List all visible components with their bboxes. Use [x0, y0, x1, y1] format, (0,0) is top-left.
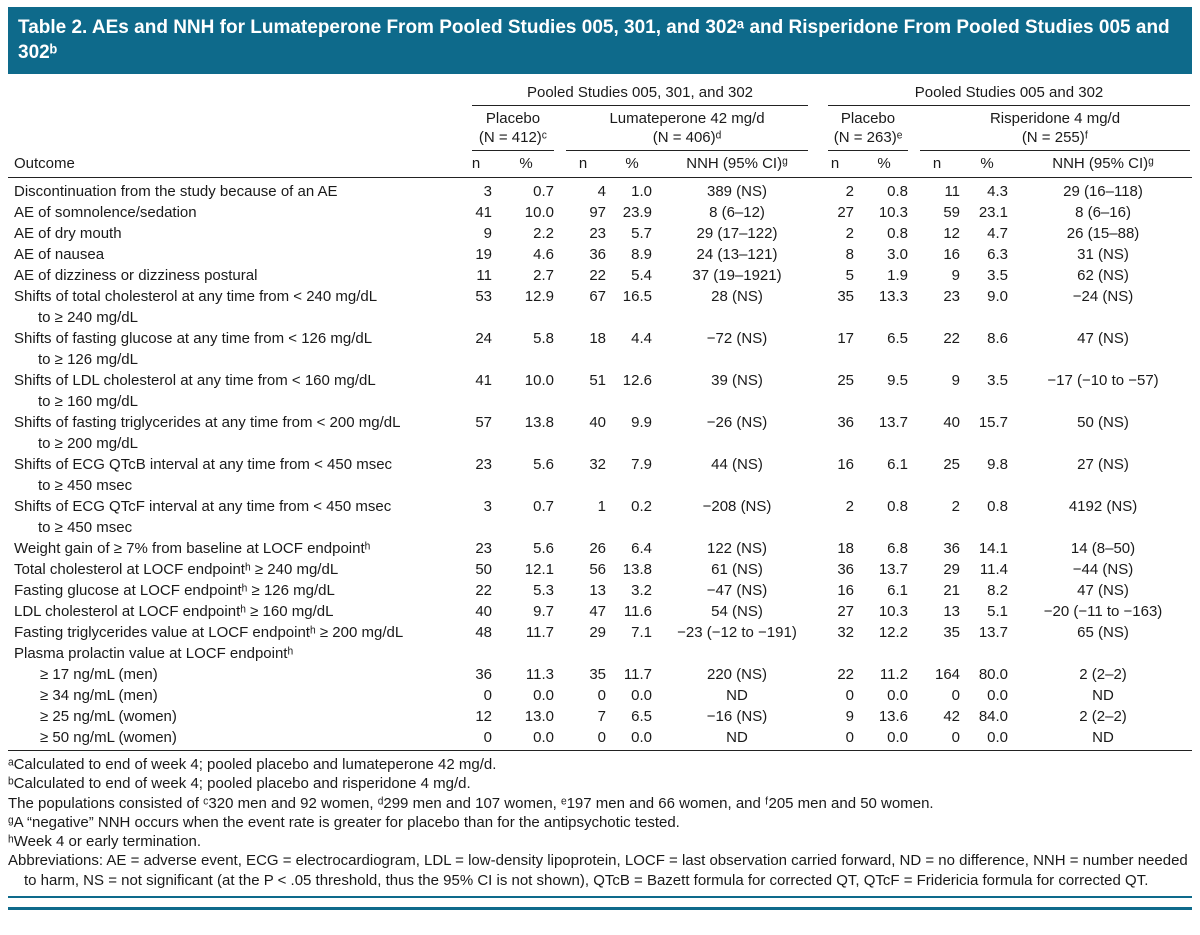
table-row	[8, 727, 1192, 748]
outcome-cell: AE of dizziness or dizziness postural	[14, 267, 258, 284]
arm-header-row	[8, 106, 1192, 151]
column-header-pct: %	[612, 151, 658, 178]
value-cell: 0.7	[533, 183, 554, 200]
nnh-cell: 47 (NS)	[1077, 582, 1129, 599]
value-cell: 27	[837, 603, 855, 620]
value-cell: 19	[475, 246, 492, 263]
outcome-cell: Shifts of ECG QTcB interval at any time from < 450 msec to ≥ 450 msec	[14, 456, 393, 494]
value-cell: 16.5	[622, 288, 652, 305]
nnh-cell: −44 (NS)	[1072, 561, 1134, 578]
outcome-cell: AE of nausea	[14, 246, 105, 263]
table-title-bar	[8, 7, 1192, 74]
value-cell: 2	[951, 498, 961, 515]
value-cell: 6.4	[631, 540, 652, 557]
value-cell: 1.9	[887, 267, 909, 284]
value-cell: 0	[951, 729, 961, 746]
table-row	[8, 706, 1192, 727]
value-cell: 13.3	[878, 288, 909, 305]
column-header-pct: %	[860, 151, 914, 178]
nnh-cell: ND	[1092, 729, 1114, 746]
value-cell: 23.1	[978, 204, 1009, 221]
value-cell: 6.1	[887, 456, 909, 473]
outcome-cell: Shifts of fasting glucose at any time from < 126 mg/dL to ≥ 126 mg/dL	[14, 330, 373, 368]
value-cell: 13.8	[524, 414, 554, 431]
outcome-cell: Shifts of ECG QTcF interval at any time from < 450 msec to ≥ 450 msec	[14, 498, 392, 536]
bottom-rule-thin	[8, 896, 1192, 898]
value-cell: 4.6	[533, 246, 554, 263]
value-cell: 8	[845, 246, 855, 263]
footnote: The populations consisted of ᶜ320 men and 92 women, ᵈ299 men and 107 women, ᵉ197 men and 66 women, and ᶠ205 men and 50 women.	[8, 794, 934, 812]
value-cell: 0.0	[533, 687, 554, 704]
group-header-pooled-005-301-302	[460, 81, 816, 106]
value-cell: 22	[837, 666, 855, 683]
value-cell: 5.7	[631, 225, 652, 242]
arm-n: (N = 406)ᵈ	[652, 129, 722, 146]
value-cell: 10.3	[878, 603, 909, 620]
column-header-n: n	[816, 151, 860, 178]
value-cell: 56	[589, 561, 606, 578]
value-cell: 35	[837, 288, 855, 305]
value-cell: 7	[597, 708, 606, 725]
footnotes	[8, 750, 1192, 890]
value-cell: 51	[589, 372, 606, 389]
outcome-cell: Shifts of LDL cholesterol at any time from < 160 mg/dL to ≥ 160 mg/dL	[14, 372, 376, 410]
outcome-cell: Total cholesterol at LOCF endpointʰ ≥ 240 mg/dL	[14, 561, 339, 578]
value-cell: 3	[483, 498, 492, 515]
value-cell: 0.2	[631, 498, 652, 515]
value-cell: 13.8	[622, 561, 652, 578]
value-cell: 12.1	[524, 561, 554, 578]
value-cell: 67	[589, 288, 606, 305]
value-cell: 5.4	[631, 267, 652, 284]
nnh-cell: −47 (NS)	[706, 582, 768, 599]
outcome-cell: Shifts of fasting triglycerides at any time from < 200 mg/dL to ≥ 200 mg/dL	[14, 414, 401, 452]
value-cell: 40	[589, 414, 606, 431]
value-cell: 0	[845, 729, 855, 746]
value-cell: 21	[943, 582, 961, 599]
value-cell: 4	[597, 183, 606, 200]
value-cell: 15.7	[978, 414, 1009, 431]
group-header-pooled-005-302	[816, 81, 1192, 106]
table-title: Table 2. AEs and NNH for Lumateperone From Pooled Studies 005, 301, and 302ᵃ and Risperidone From Pooled Studies 005 and 302ᵇ	[18, 17, 1170, 63]
value-cell: 50	[475, 561, 492, 578]
table-row	[8, 496, 1192, 538]
nnh-cell: 2 (2–2)	[1079, 666, 1127, 683]
nnh-cell: 389 (NS)	[706, 183, 768, 200]
value-cell: 11.3	[525, 666, 554, 683]
value-cell: 3.2	[631, 582, 652, 599]
value-cell: 57	[475, 414, 492, 431]
table-row	[8, 286, 1192, 328]
value-cell: 9	[951, 267, 961, 284]
value-cell: 9	[951, 372, 961, 389]
value-cell: 10.0	[524, 204, 554, 221]
value-cell: 3	[483, 183, 492, 200]
column-header-pct: %	[498, 151, 560, 178]
value-cell: 1	[597, 498, 606, 515]
value-cell: 29	[943, 561, 961, 578]
nnh-cell: 65 (NS)	[1077, 624, 1129, 641]
value-cell: 13.7	[978, 624, 1009, 641]
value-cell: 29	[589, 624, 606, 641]
value-cell: 36	[837, 561, 855, 578]
column-header-nnh: NNH (95% CI)ᵍ	[658, 151, 816, 178]
value-cell: 36	[837, 414, 855, 431]
value-cell: 32	[589, 456, 606, 473]
value-cell: 40	[475, 603, 492, 620]
outcome-cell: Discontinuation from the study because of an AE	[14, 183, 338, 200]
arm-name: Risperidone 4 mg/d	[989, 110, 1121, 127]
value-cell: 0	[483, 729, 492, 746]
arm-n: (N = 255)ᶠ	[1021, 129, 1089, 146]
value-cell: 5	[845, 267, 855, 284]
value-cell: 9.5	[887, 372, 909, 389]
outcome-cell: Fasting glucose at LOCF endpointʰ ≥ 126 mg/dL	[14, 582, 335, 599]
outcome-cell: LDL cholesterol at LOCF endpointʰ ≥ 160 mg/dL	[14, 603, 334, 620]
table-row	[8, 202, 1192, 223]
nnh-cell: 62 (NS)	[1077, 267, 1129, 284]
value-cell: 9.0	[987, 288, 1009, 305]
value-cell: 35	[943, 624, 961, 641]
value-cell: 11.4	[979, 561, 1009, 578]
nnh-cell: −208 (NS)	[702, 498, 772, 515]
column-header-nnh: NNH (95% CI)ᵍ	[1014, 151, 1192, 178]
footnote: ᵃCalculated to end of week 4; pooled placebo and lumateperone 42 mg/d.	[8, 756, 497, 773]
value-cell: 6.1	[887, 582, 909, 599]
nnh-cell: 54 (NS)	[711, 603, 763, 620]
nnh-cell: 8 (6–16)	[1075, 204, 1131, 221]
nnh-cell: 44 (NS)	[711, 456, 763, 473]
value-cell: 8.6	[987, 330, 1009, 347]
value-cell: 1.0	[631, 183, 652, 200]
outcome-cell: AE of somnolence/sedation	[14, 204, 197, 221]
value-cell: 59	[943, 204, 961, 221]
value-cell: 36	[589, 246, 606, 263]
column-header-n: n	[914, 151, 966, 178]
value-cell: 25	[837, 372, 855, 389]
table-row	[8, 685, 1192, 706]
nnh-cell: 29 (17–122)	[696, 225, 778, 242]
value-cell: 9.7	[533, 603, 554, 620]
value-cell: 53	[475, 288, 492, 305]
column-header-pct: %	[966, 151, 1014, 178]
nnh-cell: 39 (NS)	[711, 372, 763, 389]
nnh-cell: −23 (−12 to −191)	[677, 624, 797, 641]
value-cell: 6.3	[987, 246, 1009, 263]
value-cell: 0	[597, 687, 606, 704]
nnh-cell: 37 (19–1921)	[692, 267, 782, 284]
nnh-cell: ND	[726, 687, 748, 704]
value-cell: 23	[943, 288, 961, 305]
value-cell: 25	[943, 456, 961, 473]
nnh-cell: 31 (NS)	[1077, 246, 1129, 263]
value-cell: 42	[943, 708, 961, 725]
value-cell: 41	[475, 204, 492, 221]
outcome-cell: AE of dry mouth	[14, 225, 122, 242]
arm-n: (N = 412)ᶜ	[478, 129, 548, 146]
nnh-cell: 26 (15–88)	[1066, 225, 1140, 242]
empty-cell	[460, 643, 1192, 664]
nnh-cell: 122 (NS)	[706, 540, 768, 557]
value-cell: 23	[589, 225, 606, 242]
value-cell: 40	[943, 414, 961, 431]
arm-name: Lumateperone 42 mg/d	[609, 110, 765, 127]
value-cell: 2.7	[533, 267, 554, 284]
value-cell: 2	[845, 225, 855, 242]
value-cell: 9.9	[631, 414, 652, 431]
column-header-outcome: Outcome	[8, 151, 460, 178]
table-row	[8, 601, 1192, 622]
value-cell: 4.3	[987, 183, 1009, 200]
value-cell: 11.2	[879, 666, 909, 683]
value-cell: 80.0	[978, 666, 1009, 683]
nnh-cell: 28 (NS)	[711, 288, 763, 305]
value-cell: 0.0	[887, 687, 909, 704]
table-head	[8, 81, 1192, 178]
value-cell: 11.7	[623, 666, 652, 683]
value-cell: 2.2	[533, 225, 554, 242]
value-cell: 41	[475, 372, 492, 389]
nnh-cell: 50 (NS)	[1077, 414, 1129, 431]
value-cell: 22	[475, 582, 492, 599]
value-cell: 12.9	[524, 288, 554, 305]
value-cell: 36	[943, 540, 961, 557]
value-cell: 0.0	[887, 729, 909, 746]
value-cell: 12.6	[622, 372, 652, 389]
spacer-cell	[8, 81, 460, 106]
value-cell: 17	[837, 330, 855, 347]
nnh-cell: ND	[1092, 687, 1114, 704]
aes-nnh-table	[8, 81, 1192, 748]
value-cell: 6.8	[887, 540, 909, 557]
value-cell: 0.8	[987, 498, 1009, 515]
value-cell: 0.8	[887, 183, 909, 200]
value-cell: 11	[476, 267, 492, 284]
nnh-cell: −20 (−11 to −163)	[1043, 603, 1163, 620]
arm-n: (N = 263)ᵉ	[833, 129, 903, 146]
value-cell: 35	[589, 666, 606, 683]
table-row	[8, 664, 1192, 685]
table-row	[8, 538, 1192, 559]
value-cell: 12	[475, 708, 492, 725]
nnh-cell: 24 (13–121)	[696, 246, 778, 263]
arm-header-placebo-412	[460, 106, 560, 151]
nnh-cell: −16 (NS)	[706, 708, 768, 725]
value-cell: 22	[589, 267, 606, 284]
value-cell: 2	[845, 498, 855, 515]
value-cell: 22	[943, 330, 961, 347]
group-header-row	[8, 81, 1192, 106]
value-cell: 24	[475, 330, 492, 347]
column-header-n: n	[560, 151, 612, 178]
footnote: Abbreviations: AE = adverse event, ECG = electrocardiogram, LDL = low-density lipoprotein, LOCF = last observation carried forward, ND = no difference, NNH = number needed to harm, NS = not significant (at the P < .05 threshold, thus the 95% CI is not shown), QTcB = Bazett formula for corrected QT, QTcF = Fridericia formula for corrected QT.	[8, 852, 1188, 889]
value-cell: 13.7	[878, 561, 909, 578]
column-header-row	[8, 151, 1192, 178]
nnh-cell: 2 (2–2)	[1079, 708, 1127, 725]
footnote: ʰWeek 4 or early termination.	[8, 833, 202, 851]
table-row	[8, 370, 1192, 412]
value-cell: 0.8	[887, 225, 909, 242]
value-cell: 13	[589, 582, 606, 599]
value-cell: 18	[589, 330, 606, 347]
value-cell: 4.7	[987, 225, 1009, 242]
spacer-cell	[8, 106, 460, 151]
value-cell: 9	[483, 225, 492, 242]
value-cell: 12.2	[878, 624, 909, 641]
value-cell: 13.0	[524, 708, 554, 725]
value-cell: 164	[934, 666, 961, 683]
value-cell: 0.0	[987, 729, 1009, 746]
value-cell: 36	[475, 666, 492, 683]
value-cell: 0.0	[631, 687, 652, 704]
table-row	[8, 265, 1192, 286]
value-cell: 8.2	[987, 582, 1009, 599]
outcome-cell: Plasma prolactin value at LOCF endpointʰ	[14, 645, 294, 662]
table-row	[8, 559, 1192, 580]
value-cell: 48	[475, 624, 492, 641]
value-cell: 13	[943, 603, 961, 620]
value-cell: 7.1	[631, 624, 652, 641]
table-row	[8, 412, 1192, 454]
value-cell: 0.0	[533, 729, 554, 746]
table-row	[8, 244, 1192, 265]
value-cell: 26	[589, 540, 606, 557]
value-cell: 0	[951, 687, 961, 704]
value-cell: 27	[837, 204, 855, 221]
table-row	[8, 454, 1192, 496]
nnh-cell: −72 (NS)	[706, 330, 768, 347]
value-cell: 6.5	[887, 330, 909, 347]
value-cell: 11.6	[623, 603, 652, 620]
value-cell: 18	[837, 540, 855, 557]
value-cell: 9.8	[987, 456, 1009, 473]
nnh-cell: ND	[726, 729, 748, 746]
value-cell: 6.5	[631, 708, 652, 725]
value-cell: 0.7	[533, 498, 554, 515]
value-cell: 13.6	[878, 708, 909, 725]
nnh-cell: 29 (16–118)	[1063, 183, 1143, 200]
outcome-cell: ≥ 25 ng/mL (women)	[40, 708, 177, 725]
value-cell: 32	[837, 624, 855, 641]
value-cell: 0.0	[631, 729, 652, 746]
nnh-cell: −24 (NS)	[1072, 288, 1134, 305]
outcome-cell: Shifts of total cholesterol at any time from < 240 mg/dL to ≥ 240 mg/dL	[14, 288, 378, 326]
nnh-cell: 47 (NS)	[1077, 330, 1129, 347]
value-cell: 0	[597, 729, 606, 746]
value-cell: 16	[837, 456, 855, 473]
section-row	[8, 643, 1192, 664]
nnh-cell: 61 (NS)	[711, 561, 763, 578]
arm-name: Placebo	[485, 110, 541, 127]
value-cell: 12	[943, 225, 961, 242]
arm-header-placebo-263	[816, 106, 914, 151]
value-cell: 0	[483, 687, 492, 704]
value-cell: 5.6	[533, 456, 554, 473]
value-cell: 23	[475, 456, 492, 473]
group-header-label: Pooled Studies 005 and 302	[828, 81, 1190, 106]
value-cell: 5.8	[533, 330, 554, 347]
nnh-cell: 8 (6–12)	[709, 204, 765, 221]
value-cell: 0.8	[887, 498, 909, 515]
value-cell: 47	[589, 603, 606, 620]
arm-header-lumateperone	[560, 106, 816, 151]
value-cell: 9	[845, 708, 855, 725]
value-cell: 10.0	[524, 372, 554, 389]
nnh-cell: −26 (NS)	[706, 414, 768, 431]
footnote: ᵇCalculated to end of week 4; pooled placebo and risperidone 4 mg/d.	[8, 775, 471, 793]
table-row	[8, 223, 1192, 244]
value-cell: 16	[943, 246, 961, 263]
outcome-cell: ≥ 17 ng/mL (men)	[40, 666, 158, 683]
value-cell: 0.0	[987, 687, 1009, 704]
table-row	[8, 622, 1192, 643]
value-cell: 4.4	[631, 330, 652, 347]
value-cell: 0	[845, 687, 855, 704]
outcome-cell: Weight gain of ≥ 7% from baseline at LOCF endpointʰ	[14, 540, 371, 557]
outcome-cell: ≥ 50 ng/mL (women)	[40, 729, 177, 746]
nnh-cell: 220 (NS)	[706, 666, 768, 683]
value-cell: 97	[589, 204, 606, 221]
table-row	[8, 328, 1192, 370]
nnh-cell: −17 (−10 to −57)	[1047, 372, 1159, 389]
nnh-cell: 14 (8–50)	[1070, 540, 1136, 557]
table-row	[8, 580, 1192, 601]
value-cell: 7.9	[631, 456, 652, 473]
nnh-cell: 27 (NS)	[1077, 456, 1129, 473]
footnote: ᵍA “negative” NNH occurs when the event rate is greater for placebo than for the antipsychotic tested.	[8, 813, 680, 831]
value-cell: 8.9	[631, 246, 652, 263]
value-cell: 3.5	[987, 267, 1009, 284]
value-cell: 11	[944, 183, 961, 200]
value-cell: 11.7	[525, 624, 554, 641]
value-cell: 3.0	[887, 246, 909, 263]
outcome-cell: ≥ 34 ng/mL (men)	[40, 687, 158, 704]
value-cell: 13.7	[878, 414, 909, 431]
value-cell: 5.1	[987, 603, 1009, 620]
table-body	[8, 178, 1192, 749]
value-cell: 16	[837, 582, 855, 599]
value-cell: 10.3	[878, 204, 909, 221]
bottom-rule-thick	[8, 907, 1192, 910]
value-cell: 2	[845, 183, 855, 200]
value-cell: 5.6	[533, 540, 554, 557]
value-cell: 23.9	[622, 204, 652, 221]
group-header-label: Pooled Studies 005, 301, and 302	[472, 81, 808, 106]
value-cell: 84.0	[978, 708, 1009, 725]
value-cell: 23	[475, 540, 492, 557]
arm-header-risperidone	[914, 106, 1192, 151]
arm-name: Placebo	[840, 110, 896, 127]
value-cell: 5.3	[533, 582, 554, 599]
value-cell: 14.1	[978, 540, 1009, 557]
table-row	[8, 178, 1192, 203]
outcome-cell: Fasting triglycerides value at LOCF endpointʰ ≥ 200 mg/dL	[14, 624, 404, 641]
nnh-cell: 4192 (NS)	[1068, 498, 1138, 515]
column-header-n: n	[460, 151, 498, 178]
value-cell: 3.5	[987, 372, 1009, 389]
